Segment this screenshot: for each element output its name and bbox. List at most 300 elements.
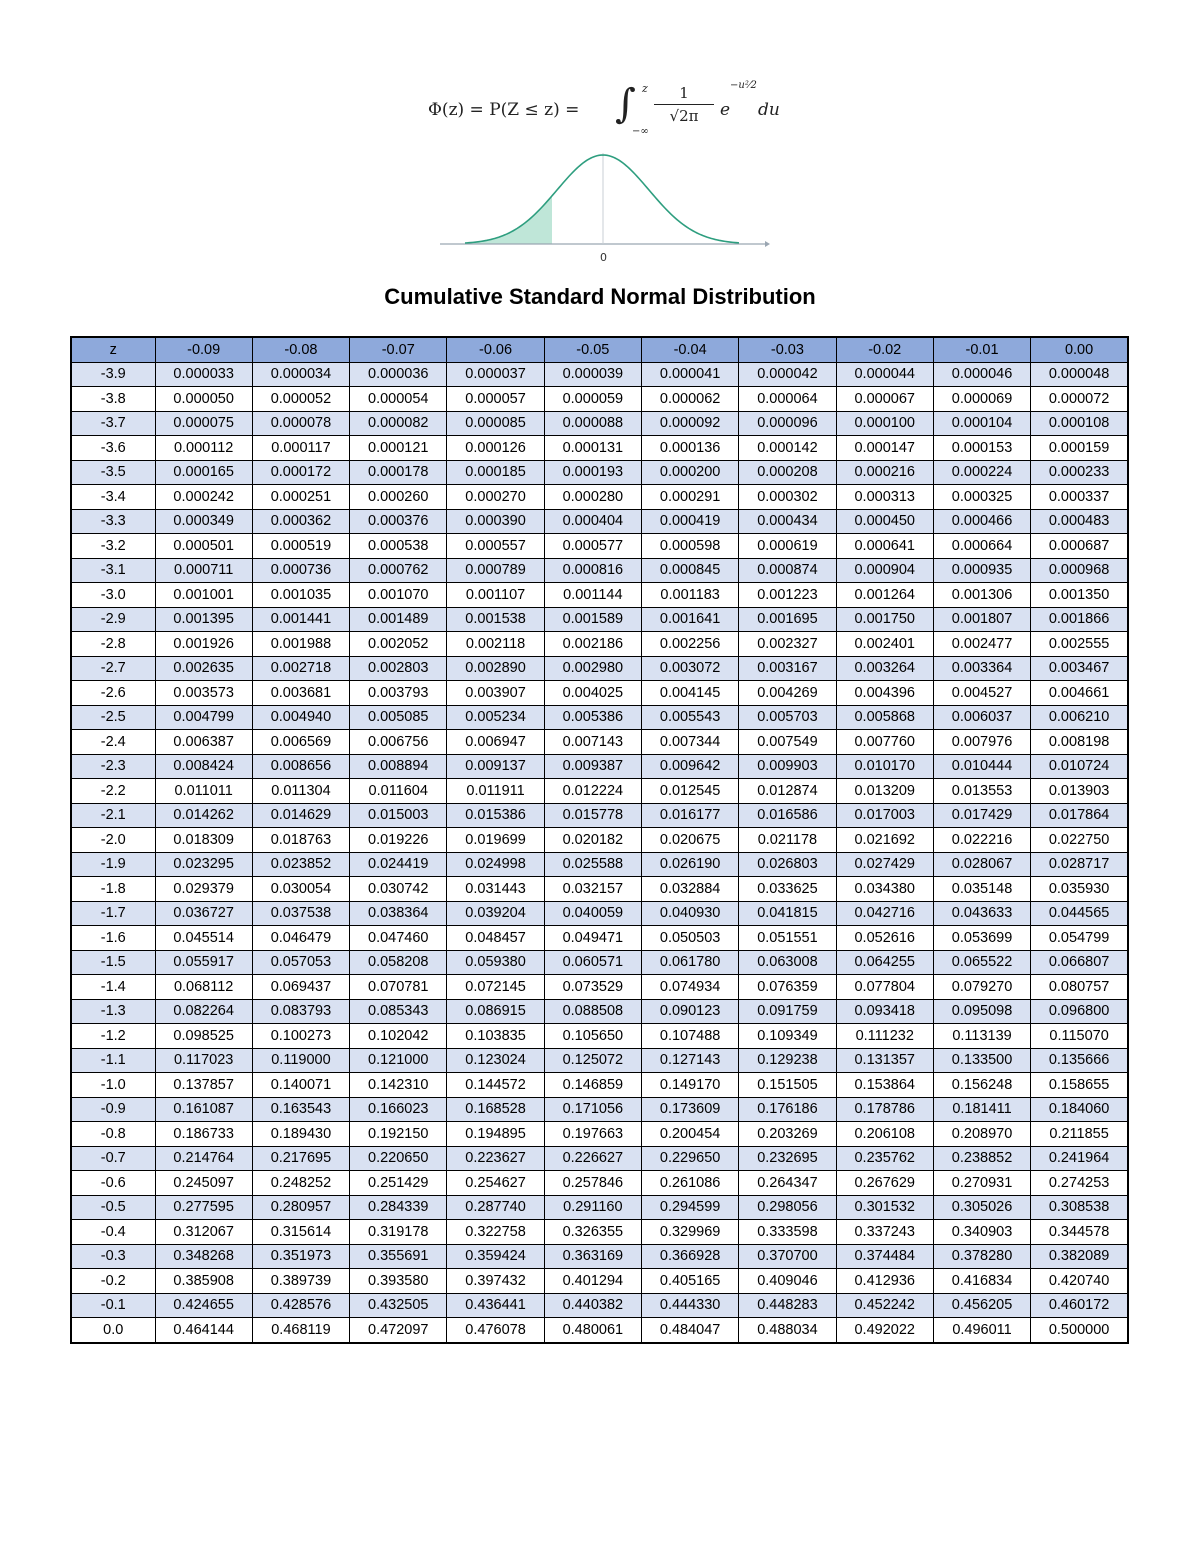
probability-cell: 0.113139 bbox=[933, 1024, 1030, 1049]
probability-cell: 0.166023 bbox=[350, 1097, 447, 1122]
probability-cell: 0.492022 bbox=[836, 1318, 933, 1343]
probability-cell: 0.001589 bbox=[544, 607, 641, 632]
probability-cell: 0.294599 bbox=[641, 1195, 738, 1220]
page-title: Cumulative Standard Normal Distribution bbox=[384, 284, 816, 309]
probability-cell: 0.200454 bbox=[641, 1122, 738, 1147]
table-row bbox=[71, 583, 1128, 608]
probability-cell: 0.393580 bbox=[350, 1269, 447, 1294]
probability-cell: 0.424655 bbox=[155, 1293, 252, 1318]
probability-cell: 0.000280 bbox=[544, 485, 641, 510]
table-row bbox=[71, 828, 1128, 853]
probability-cell: 0.024998 bbox=[447, 852, 544, 877]
z-value-cell: -3.4 bbox=[71, 485, 155, 510]
probability-cell: 0.000178 bbox=[350, 460, 447, 485]
table-row bbox=[71, 705, 1128, 730]
probability-cell: 0.232695 bbox=[739, 1146, 836, 1171]
probability-cell: 0.033625 bbox=[739, 877, 836, 902]
probability-cell: 0.017429 bbox=[933, 803, 1030, 828]
probability-cell: 0.043633 bbox=[933, 901, 1030, 926]
z-value-cell: -2.7 bbox=[71, 656, 155, 681]
probability-cell: 0.000193 bbox=[544, 460, 641, 485]
probability-cell: 0.040059 bbox=[544, 901, 641, 926]
probability-cell: 0.072145 bbox=[447, 975, 544, 1000]
table-row bbox=[71, 754, 1128, 779]
probability-cell: 0.206108 bbox=[836, 1122, 933, 1147]
header-col: -0.02 bbox=[836, 337, 933, 362]
z-table bbox=[70, 336, 1129, 1344]
probability-cell: 0.008424 bbox=[155, 754, 252, 779]
probability-cell: 0.006387 bbox=[155, 730, 252, 755]
table-row bbox=[71, 1097, 1128, 1122]
probability-cell: 0.460172 bbox=[1031, 1293, 1128, 1318]
probability-cell: 0.389739 bbox=[252, 1269, 349, 1294]
probability-cell: 0.006037 bbox=[933, 705, 1030, 730]
probability-cell: 0.333598 bbox=[739, 1220, 836, 1245]
header-col: -0.05 bbox=[544, 337, 641, 362]
probability-cell: 0.006947 bbox=[447, 730, 544, 755]
probability-cell: 0.009387 bbox=[544, 754, 641, 779]
exp-exponent: −u²⁄2 bbox=[730, 80, 757, 91]
probability-cell: 0.077804 bbox=[836, 975, 933, 1000]
probability-cell: 0.000641 bbox=[836, 534, 933, 559]
probability-cell: 0.051551 bbox=[739, 926, 836, 951]
probability-cell: 0.355691 bbox=[350, 1244, 447, 1269]
probability-cell: 0.000404 bbox=[544, 509, 641, 534]
header-col: -0.06 bbox=[447, 337, 544, 362]
table-row bbox=[71, 975, 1128, 1000]
probability-cell: 0.189430 bbox=[252, 1122, 349, 1147]
probability-cell: 0.003364 bbox=[933, 656, 1030, 681]
probability-cell: 0.261086 bbox=[641, 1171, 738, 1196]
probability-cell: 0.017864 bbox=[1031, 803, 1128, 828]
probability-cell: 0.059380 bbox=[447, 950, 544, 975]
probability-cell: 0.000450 bbox=[836, 509, 933, 534]
probability-cell: 0.003793 bbox=[350, 681, 447, 706]
probability-cell: 0.312067 bbox=[155, 1220, 252, 1245]
probability-cell: 0.000208 bbox=[739, 460, 836, 485]
probability-cell: 0.000064 bbox=[739, 387, 836, 412]
probability-cell: 0.098525 bbox=[155, 1024, 252, 1049]
probability-cell: 0.214764 bbox=[155, 1146, 252, 1171]
probability-cell: 0.001489 bbox=[350, 607, 447, 632]
probability-cell: 0.217695 bbox=[252, 1146, 349, 1171]
probability-cell: 0.000376 bbox=[350, 509, 447, 534]
probability-cell: 0.074934 bbox=[641, 975, 738, 1000]
probability-cell: 0.023295 bbox=[155, 852, 252, 877]
probability-cell: 0.178786 bbox=[836, 1097, 933, 1122]
probability-cell: 0.000117 bbox=[252, 436, 349, 461]
probability-cell: 0.005703 bbox=[739, 705, 836, 730]
table-row bbox=[71, 460, 1128, 485]
probability-cell: 0.001035 bbox=[252, 583, 349, 608]
probability-cell: 0.013553 bbox=[933, 779, 1030, 804]
probability-cell: 0.000100 bbox=[836, 411, 933, 436]
probability-cell: 0.016586 bbox=[739, 803, 836, 828]
probability-cell: 0.000313 bbox=[836, 485, 933, 510]
probability-cell: 0.002980 bbox=[544, 656, 641, 681]
table-row bbox=[71, 607, 1128, 632]
probability-cell: 0.270931 bbox=[933, 1171, 1030, 1196]
z-value-cell: -1.7 bbox=[71, 901, 155, 926]
probability-cell: 0.063008 bbox=[739, 950, 836, 975]
probability-cell: 0.000172 bbox=[252, 460, 349, 485]
formula-differential: du bbox=[758, 100, 780, 120]
probability-cell: 0.000033 bbox=[155, 362, 252, 387]
table-row bbox=[71, 999, 1128, 1024]
probability-cell: 0.000419 bbox=[641, 509, 738, 534]
probability-cell: 0.135666 bbox=[1031, 1048, 1128, 1073]
probability-cell: 0.048457 bbox=[447, 926, 544, 951]
probability-cell: 0.032884 bbox=[641, 877, 738, 902]
probability-cell: 0.291160 bbox=[544, 1195, 641, 1220]
table-row bbox=[71, 1244, 1128, 1269]
probability-cell: 0.015778 bbox=[544, 803, 641, 828]
probability-cell: 0.127143 bbox=[641, 1048, 738, 1073]
axis-zero-label: 0 bbox=[600, 251, 607, 264]
probability-cell: 0.329969 bbox=[641, 1220, 738, 1245]
probability-cell: 0.020182 bbox=[544, 828, 641, 853]
probability-cell: 0.000711 bbox=[155, 558, 252, 583]
probability-cell: 0.000042 bbox=[739, 362, 836, 387]
table-row bbox=[71, 1269, 1128, 1294]
table-row bbox=[71, 558, 1128, 583]
probability-cell: 0.133500 bbox=[933, 1048, 1030, 1073]
probability-cell: 0.000185 bbox=[447, 460, 544, 485]
probability-cell: 0.123024 bbox=[447, 1048, 544, 1073]
probability-cell: 0.055917 bbox=[155, 950, 252, 975]
header-col: 0.00 bbox=[1031, 337, 1128, 362]
probability-cell: 0.428576 bbox=[252, 1293, 349, 1318]
probability-cell: 0.007344 bbox=[641, 730, 738, 755]
probability-cell: 0.000041 bbox=[641, 362, 738, 387]
probability-cell: 0.036727 bbox=[155, 901, 252, 926]
probability-cell: 0.012545 bbox=[641, 779, 738, 804]
probability-cell: 0.144572 bbox=[447, 1073, 544, 1098]
probability-cell: 0.095098 bbox=[933, 999, 1030, 1024]
probability-cell: 0.004396 bbox=[836, 681, 933, 706]
probability-cell: 0.053699 bbox=[933, 926, 1030, 951]
probability-cell: 0.003167 bbox=[739, 656, 836, 681]
z-value-cell: -2.2 bbox=[71, 779, 155, 804]
probability-cell: 0.322758 bbox=[447, 1220, 544, 1245]
probability-cell: 0.351973 bbox=[252, 1244, 349, 1269]
z-value-cell: -1.5 bbox=[71, 950, 155, 975]
z-value-cell: -3.5 bbox=[71, 460, 155, 485]
probability-cell: 0.007549 bbox=[739, 730, 836, 755]
probability-cell: 0.374484 bbox=[836, 1244, 933, 1269]
z-value-cell: -1.6 bbox=[71, 926, 155, 951]
probability-cell: 0.006569 bbox=[252, 730, 349, 755]
shaded-area bbox=[465, 196, 552, 244]
table-row bbox=[71, 632, 1128, 657]
probability-cell: 0.069437 bbox=[252, 975, 349, 1000]
probability-cell: 0.484047 bbox=[641, 1318, 738, 1343]
probability-cell: 0.006210 bbox=[1031, 705, 1128, 730]
probability-cell: 0.035930 bbox=[1031, 877, 1128, 902]
table-row bbox=[71, 1146, 1128, 1171]
probability-cell: 0.000104 bbox=[933, 411, 1030, 436]
table-row bbox=[71, 485, 1128, 510]
probability-cell: 0.003264 bbox=[836, 656, 933, 681]
probability-cell: 0.000092 bbox=[641, 411, 738, 436]
probability-cell: 0.090123 bbox=[641, 999, 738, 1024]
probability-cell: 0.011304 bbox=[252, 779, 349, 804]
probability-cell: 0.044565 bbox=[1031, 901, 1128, 926]
probability-cell: 0.004527 bbox=[933, 681, 1030, 706]
probability-cell: 0.340903 bbox=[933, 1220, 1030, 1245]
probability-cell: 0.028067 bbox=[933, 852, 1030, 877]
probability-cell: 0.472097 bbox=[350, 1318, 447, 1343]
probability-cell: 0.409046 bbox=[739, 1269, 836, 1294]
probability-cell: 0.000349 bbox=[155, 509, 252, 534]
probability-cell: 0.245097 bbox=[155, 1171, 252, 1196]
probability-cell: 0.140071 bbox=[252, 1073, 349, 1098]
probability-cell: 0.000112 bbox=[155, 436, 252, 461]
probability-cell: 0.000069 bbox=[933, 387, 1030, 412]
probability-cell: 0.000337 bbox=[1031, 485, 1128, 510]
probability-cell: 0.284339 bbox=[350, 1195, 447, 1220]
probability-cell: 0.000075 bbox=[155, 411, 252, 436]
table-row bbox=[71, 387, 1128, 412]
probability-cell: 0.476078 bbox=[447, 1318, 544, 1343]
probability-cell: 0.050503 bbox=[641, 926, 738, 951]
probability-cell: 0.000619 bbox=[739, 534, 836, 559]
probability-cell: 0.000059 bbox=[544, 387, 641, 412]
probability-cell: 0.000131 bbox=[544, 436, 641, 461]
probability-cell: 0.011011 bbox=[155, 779, 252, 804]
probability-cell: 0.370700 bbox=[739, 1244, 836, 1269]
probability-cell: 0.348268 bbox=[155, 1244, 252, 1269]
probability-cell: 0.000078 bbox=[252, 411, 349, 436]
probability-cell: 0.007976 bbox=[933, 730, 1030, 755]
probability-cell: 0.083793 bbox=[252, 999, 349, 1024]
exp-base: e bbox=[720, 100, 731, 120]
table-row bbox=[71, 803, 1128, 828]
probability-cell: 0.142310 bbox=[350, 1073, 447, 1098]
probability-cell: 0.000302 bbox=[739, 485, 836, 510]
probability-cell: 0.186733 bbox=[155, 1122, 252, 1147]
probability-cell: 0.000483 bbox=[1031, 509, 1128, 534]
probability-cell: 0.000233 bbox=[1031, 460, 1128, 485]
probability-cell: 0.001866 bbox=[1031, 607, 1128, 632]
probability-cell: 0.000874 bbox=[739, 558, 836, 583]
probability-cell: 0.401294 bbox=[544, 1269, 641, 1294]
table-row bbox=[71, 926, 1128, 951]
z-value-cell: -1.3 bbox=[71, 999, 155, 1024]
probability-cell: 0.168528 bbox=[447, 1097, 544, 1122]
probability-cell: 0.184060 bbox=[1031, 1097, 1128, 1122]
table-row bbox=[71, 730, 1128, 755]
probability-cell: 0.061780 bbox=[641, 950, 738, 975]
probability-cell: 0.005868 bbox=[836, 705, 933, 730]
probability-cell: 0.001441 bbox=[252, 607, 349, 632]
z-value-cell: -2.5 bbox=[71, 705, 155, 730]
table-row bbox=[71, 362, 1128, 387]
probability-cell: 0.004799 bbox=[155, 705, 252, 730]
probability-cell: 0.002718 bbox=[252, 656, 349, 681]
probability-cell: 0.002256 bbox=[641, 632, 738, 657]
probability-cell: 0.000664 bbox=[933, 534, 1030, 559]
probability-cell: 0.000242 bbox=[155, 485, 252, 510]
probability-cell: 0.223627 bbox=[447, 1146, 544, 1171]
probability-cell: 0.000048 bbox=[1031, 362, 1128, 387]
probability-cell: 0.000142 bbox=[739, 436, 836, 461]
table-row bbox=[71, 411, 1128, 436]
probability-cell: 0.017003 bbox=[836, 803, 933, 828]
probability-cell: 0.000046 bbox=[933, 362, 1030, 387]
probability-cell: 0.000054 bbox=[350, 387, 447, 412]
probability-cell: 0.412936 bbox=[836, 1269, 933, 1294]
z-value-cell: -3.8 bbox=[71, 387, 155, 412]
probability-cell: 0.066807 bbox=[1031, 950, 1128, 975]
probability-cell: 0.080757 bbox=[1031, 975, 1128, 1000]
probability-cell: 0.029379 bbox=[155, 877, 252, 902]
probability-cell: 0.115070 bbox=[1031, 1024, 1128, 1049]
header-col: -0.09 bbox=[155, 337, 252, 362]
probability-cell: 0.456205 bbox=[933, 1293, 1030, 1318]
probability-cell: 0.500000 bbox=[1031, 1318, 1128, 1343]
probability-cell: 0.008656 bbox=[252, 754, 349, 779]
probability-cell: 0.076359 bbox=[739, 975, 836, 1000]
probability-cell: 0.025588 bbox=[544, 852, 641, 877]
z-value-cell: -3.3 bbox=[71, 509, 155, 534]
probability-cell: 0.192150 bbox=[350, 1122, 447, 1147]
probability-cell: 0.002477 bbox=[933, 632, 1030, 657]
probability-cell: 0.091759 bbox=[739, 999, 836, 1024]
z-value-cell: -0.1 bbox=[71, 1293, 155, 1318]
z-value-cell: -2.9 bbox=[71, 607, 155, 632]
probability-cell: 0.301532 bbox=[836, 1195, 933, 1220]
probability-cell: 0.039204 bbox=[447, 901, 544, 926]
table-row bbox=[71, 1220, 1128, 1245]
probability-cell: 0.158655 bbox=[1031, 1073, 1128, 1098]
probability-cell: 0.021178 bbox=[739, 828, 836, 853]
probability-cell: 0.436441 bbox=[447, 1293, 544, 1318]
probability-cell: 0.397432 bbox=[447, 1269, 544, 1294]
probability-cell: 0.000088 bbox=[544, 411, 641, 436]
probability-cell: 0.011604 bbox=[350, 779, 447, 804]
probability-cell: 0.002890 bbox=[447, 656, 544, 681]
normal-curve-figure bbox=[440, 145, 770, 265]
probability-cell: 0.000538 bbox=[350, 534, 447, 559]
probability-cell: 0.161087 bbox=[155, 1097, 252, 1122]
probability-cell: 0.131357 bbox=[836, 1048, 933, 1073]
probability-cell: 0.000036 bbox=[350, 362, 447, 387]
probability-cell: 0.359424 bbox=[447, 1244, 544, 1269]
probability-cell: 0.001107 bbox=[447, 583, 544, 608]
z-value-cell: -2.4 bbox=[71, 730, 155, 755]
probability-cell: 0.001306 bbox=[933, 583, 1030, 608]
probability-cell: 0.049471 bbox=[544, 926, 641, 951]
probability-cell: 0.057053 bbox=[252, 950, 349, 975]
probability-cell: 0.022216 bbox=[933, 828, 1030, 853]
probability-cell: 0.000519 bbox=[252, 534, 349, 559]
probability-cell: 0.000260 bbox=[350, 485, 447, 510]
probability-cell: 0.000159 bbox=[1031, 436, 1128, 461]
probability-cell: 0.010170 bbox=[836, 754, 933, 779]
probability-cell: 0.137857 bbox=[155, 1073, 252, 1098]
table-row bbox=[71, 950, 1128, 975]
probability-cell: 0.002401 bbox=[836, 632, 933, 657]
probability-cell: 0.027429 bbox=[836, 852, 933, 877]
table-row bbox=[71, 1073, 1128, 1098]
probability-cell: 0.013209 bbox=[836, 779, 933, 804]
probability-cell: 0.000108 bbox=[1031, 411, 1128, 436]
probability-cell: 0.088508 bbox=[544, 999, 641, 1024]
probability-cell: 0.220650 bbox=[350, 1146, 447, 1171]
probability-cell: 0.121000 bbox=[350, 1048, 447, 1073]
probability-cell: 0.001807 bbox=[933, 607, 1030, 632]
probability-cell: 0.125072 bbox=[544, 1048, 641, 1073]
probability-cell: 0.060571 bbox=[544, 950, 641, 975]
probability-cell: 0.030742 bbox=[350, 877, 447, 902]
z-value-cell: -0.9 bbox=[71, 1097, 155, 1122]
integral-upper-limit: z bbox=[642, 82, 648, 95]
probability-cell: 0.093418 bbox=[836, 999, 933, 1024]
probability-cell: 0.005386 bbox=[544, 705, 641, 730]
probability-cell: 0.001395 bbox=[155, 607, 252, 632]
probability-cell: 0.014262 bbox=[155, 803, 252, 828]
z-value-cell: -0.3 bbox=[71, 1244, 155, 1269]
probability-cell: 0.054799 bbox=[1031, 926, 1128, 951]
probability-cell: 0.003467 bbox=[1031, 656, 1128, 681]
probability-cell: 0.000153 bbox=[933, 436, 1030, 461]
z-value-cell: -2.3 bbox=[71, 754, 155, 779]
probability-cell: 0.023852 bbox=[252, 852, 349, 877]
probability-cell: 0.000216 bbox=[836, 460, 933, 485]
probability-cell: 0.000762 bbox=[350, 558, 447, 583]
probability-cell: 0.005543 bbox=[641, 705, 738, 730]
x-axis-arrow bbox=[765, 241, 770, 247]
probability-cell: 0.047460 bbox=[350, 926, 447, 951]
integral-sign: ∫ bbox=[615, 81, 636, 127]
probability-cell: 0.030054 bbox=[252, 877, 349, 902]
probability-cell: 0.366928 bbox=[641, 1244, 738, 1269]
table-row bbox=[71, 1024, 1128, 1049]
probability-cell: 0.000466 bbox=[933, 509, 1030, 534]
probability-cell: 0.004145 bbox=[641, 681, 738, 706]
probability-cell: 0.073529 bbox=[544, 975, 641, 1000]
probability-cell: 0.002803 bbox=[350, 656, 447, 681]
probability-cell: 0.000501 bbox=[155, 534, 252, 559]
probability-cell: 0.000062 bbox=[641, 387, 738, 412]
probability-cell: 0.001750 bbox=[836, 607, 933, 632]
probability-cell: 0.176186 bbox=[739, 1097, 836, 1122]
probability-cell: 0.000050 bbox=[155, 387, 252, 412]
header-row bbox=[71, 337, 1128, 362]
probability-cell: 0.000577 bbox=[544, 534, 641, 559]
probability-cell: 0.235762 bbox=[836, 1146, 933, 1171]
probability-cell: 0.100273 bbox=[252, 1024, 349, 1049]
table-row bbox=[71, 656, 1128, 681]
probability-cell: 0.015003 bbox=[350, 803, 447, 828]
probability-cell: 0.086915 bbox=[447, 999, 544, 1024]
z-value-cell: -2.0 bbox=[71, 828, 155, 853]
probability-cell: 0.326355 bbox=[544, 1220, 641, 1245]
probability-cell: 0.194895 bbox=[447, 1122, 544, 1147]
probability-cell: 0.173609 bbox=[641, 1097, 738, 1122]
probability-cell: 0.000789 bbox=[447, 558, 544, 583]
probability-cell: 0.009903 bbox=[739, 754, 836, 779]
probability-cell: 0.004269 bbox=[739, 681, 836, 706]
probability-cell: 0.102042 bbox=[350, 1024, 447, 1049]
probability-cell: 0.000200 bbox=[641, 460, 738, 485]
z-value-cell: -1.8 bbox=[71, 877, 155, 902]
z-value-cell: -3.2 bbox=[71, 534, 155, 559]
probability-cell: 0.496011 bbox=[933, 1318, 1030, 1343]
probability-cell: 0.163543 bbox=[252, 1097, 349, 1122]
probability-cell: 0.015386 bbox=[447, 803, 544, 828]
